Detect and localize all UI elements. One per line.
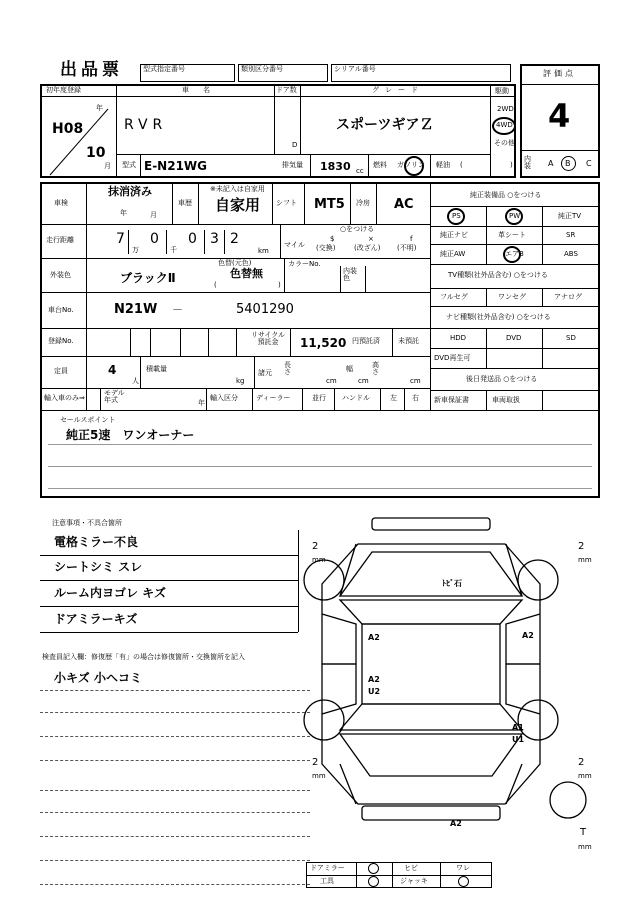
color-change-value: 色替無 [230,267,263,280]
reg-year-unit: 年 [96,104,103,112]
mark-u1-rear-right: U1 [512,735,525,744]
import-year: 年 [198,399,205,407]
equip-airbag: エアB [505,250,524,258]
drive-2wd: 2WD [497,105,514,113]
inspection-value: 抹消済み [108,185,152,198]
displacement-value: 1830 [320,160,351,173]
capacity-label: 定員 [54,367,68,375]
later-warranty: 新車保証書 [434,396,469,404]
drive-label: 駆動 [495,87,509,95]
tread-rr: 2 [578,757,585,768]
mileage-label: 走行距離 [46,236,74,244]
color-paren-close: ) [278,281,281,289]
fuel-paren-close: ) [510,161,513,169]
mileage-digit-4: 3 [210,231,219,247]
dims-length: 長さ [284,361,291,376]
fuel-paren-open: ( [460,161,463,169]
color-value: ブラックⅡ [120,271,176,285]
doors-label: ドア数 [276,86,297,94]
aircon-value: AC [394,197,414,212]
inspection-month: 月 [150,211,157,219]
mileage-km: km [258,247,269,255]
tv-oneseg: ワンセグ [498,293,526,301]
vehicle-name: RVR [124,117,168,133]
acc-door-mirror-mark [368,863,379,874]
recycle-value: 11,520 [300,336,347,350]
grade-value: スポーツギアＺ [336,117,434,133]
car-diagram [300,514,600,844]
color-paren-open: ( [214,281,217,289]
navi-title: ナビ種類(社外品含む) ○をつける [446,313,551,321]
acc-tools: 工具 [320,877,334,885]
mileage-unknown: (不明) [397,244,417,252]
chassis-prefix: N21W [114,302,158,317]
page-title: 出品票 [60,60,123,80]
import-parallel: 並行 [312,394,326,402]
shift-value: MT5 [314,197,345,212]
equip-aw: 純正AW [440,250,466,258]
equip-ps: PS [452,212,461,220]
mark-a2-rear-left: A2 [368,675,380,684]
color-no-label: カラーNo. [288,260,321,268]
displacement-cc: cc [356,167,364,175]
load-kg: kg [236,377,245,385]
navi-sd: SD [566,334,576,342]
capacity-unit: 人 [132,377,139,385]
interior-a: A [548,159,554,168]
mileage-digit-3: 0 [188,231,197,247]
recycle-label: リサイクル預託金 [250,331,286,346]
dims-length-cm: cm [326,377,337,385]
class-label: 類別区分番号 [241,65,283,73]
mileage-digit-5: 2 [230,231,239,247]
navi-dvd: DVD [506,334,522,342]
type-cert-label: 型式指定番号 [143,65,185,73]
chassis-label: 車台No. [48,306,74,314]
model-label: 型式 [122,161,136,169]
tread-lr-unit: mm [312,772,326,780]
tv-title: TV種類(社外品含む) ○をつける [448,271,548,279]
dims-width-cm: cm [358,377,369,385]
later-title: 後日発送品 ○をつける [466,375,538,383]
equipment-title: 純正装備品 ○をつける [470,191,542,199]
import-left: 左 [390,394,397,402]
acc-jack-mark [458,876,469,887]
history-note: ※未記入は自家用 [210,185,265,193]
history-label: 車歴 [178,199,192,207]
interior-label: 内装 [524,155,531,170]
fuel-value: ガソリン [397,161,425,169]
tread-rf-unit: mm [578,556,592,564]
vehicle-name-label: 車名 [182,86,224,94]
import-dealer: ディーラー [256,394,291,402]
import-right: 右 [412,394,419,402]
sales-point-text: 純正5速 ワンオーナー [66,428,195,442]
tv-analog: アナログ [554,293,582,301]
interior-b: B [565,159,571,168]
chassis-number: 5401290 [236,302,294,317]
mileage-sym2: × [368,235,374,243]
dims-width: 幅 [346,365,353,373]
tread-rr-unit: mm [578,772,592,780]
mileage-sym3: f [410,235,413,243]
diesel-label: 軽油 [436,161,450,169]
equip-leather: 革シート [498,231,526,239]
interior-color-label: 内装色 [343,267,357,282]
drive-other: その他 [494,139,515,147]
sales-point-label: セールスポイント [60,416,116,424]
acc-chip: ワレ [456,864,470,872]
history-value: 自家用 [215,196,261,214]
import-label: 輸入車のみ⇒ [44,394,85,402]
mileage-exchange: (交換) [316,244,336,252]
model-value: E-N21WG [144,159,208,173]
later-manual: 車両取扱 [492,396,520,404]
dims-label: 諸元 [258,369,272,377]
tread-lf-unit: mm [312,556,326,564]
acc-jack: ジャッキ [400,877,428,885]
equip-abs: ABS [564,250,578,258]
reg-month-unit: 月 [104,162,111,170]
serial-label: シリアル番号 [334,65,376,73]
mileage-circle-note: ○をつける [340,225,375,233]
mark-a2-front-left: A2 [368,633,380,642]
eval-score: 4 [548,97,571,135]
reg-month: 10 [86,145,106,161]
note-line-1: 電格ミラー不良 [54,535,139,549]
tread-lr: 2 [312,757,319,768]
shift-label: シフト [276,199,297,207]
acc-door-mirror: ドアミラー [310,864,345,872]
inspector-text: 小キズ 小ヘコミ [54,671,142,685]
inspection-label: 車検 [54,199,68,207]
color-label: 外装色 [50,271,71,279]
inspection-year: 年 [120,209,127,217]
tv-fullseg: フルセグ [440,293,468,301]
displacement-label: 排気量 [282,161,303,169]
aircon-label: 冷房 [356,199,370,207]
dims-height: 高さ [372,361,379,376]
mark-a1-rear-right: A1 [512,723,524,732]
dvd-playback: DVD再生可 [434,354,471,362]
mileage-digit-1: 7 [116,231,125,247]
inspector-label: 検査員記入欄：修復歴「有」の場合は修復箇所・交換箇所を記入 [42,653,245,661]
spare-tire-unit: mm [578,843,592,851]
mark-a2-rear-bumper: A2 [450,819,462,828]
mileage-modified: (改ざん) [354,244,381,252]
grade-label: グレード [372,86,424,94]
equip-tv: 純正TV [558,212,582,220]
tread-rf: 2 [578,541,585,552]
import-handle: ハンドル [342,394,370,402]
mark-a2-front-right: A2 [522,631,534,640]
mark-u2-rear-left: U2 [368,687,381,696]
note-line-4: ドアミラーキズ [54,612,138,626]
reg-era-year: H08 [52,121,84,137]
recycle-status1: 円預託済 [352,337,380,345]
mileage-mile: マイル [284,241,305,249]
drive-4wd: 4WD [496,121,513,129]
load-label: 積載量 [146,365,167,373]
recycle-status2: 未預託 [398,337,419,345]
dims-height-cm: cm [410,377,421,385]
equip-pw: PW [509,212,521,220]
note-line-2: シートシミ スレ [54,560,143,574]
registration-label: 登録No. [48,337,74,345]
interior-c: C [586,159,592,168]
equip-sr: SR [566,231,576,239]
notes-label: 注意事項・不具合箇所 [52,519,122,527]
acc-crack: ヒビ [404,864,418,872]
import-class-label: 輸入区分 [210,394,238,402]
color-change-label: 色替(元色) [218,259,252,267]
mileage-sym1: $ [330,235,335,243]
chassis-dash: － [172,303,183,316]
mileage-man: 万 [132,246,139,254]
eval-label: 評価点 [543,69,576,78]
spare-tire-label: T [580,827,587,838]
mileage-digit-2: 0 [150,231,159,247]
tread-lf: 2 [312,541,319,552]
reg-label: 初年度登録 [46,86,81,94]
navi-hdd: HDD [450,334,467,342]
doors-value: D [292,141,298,149]
acc-tools-mark [368,876,379,887]
mark-chip: ﾄﾋﾞ石 [442,579,462,588]
model-year-label: モデル年式 [104,389,125,404]
note-line-3: ルーム内ヨゴレ キズ [54,586,166,600]
capacity-value: 4 [108,363,117,377]
mileage-sen: 千 [170,246,177,254]
fuel-label: 燃料 [373,161,387,169]
equip-navi: 純正ナビ [440,231,468,239]
